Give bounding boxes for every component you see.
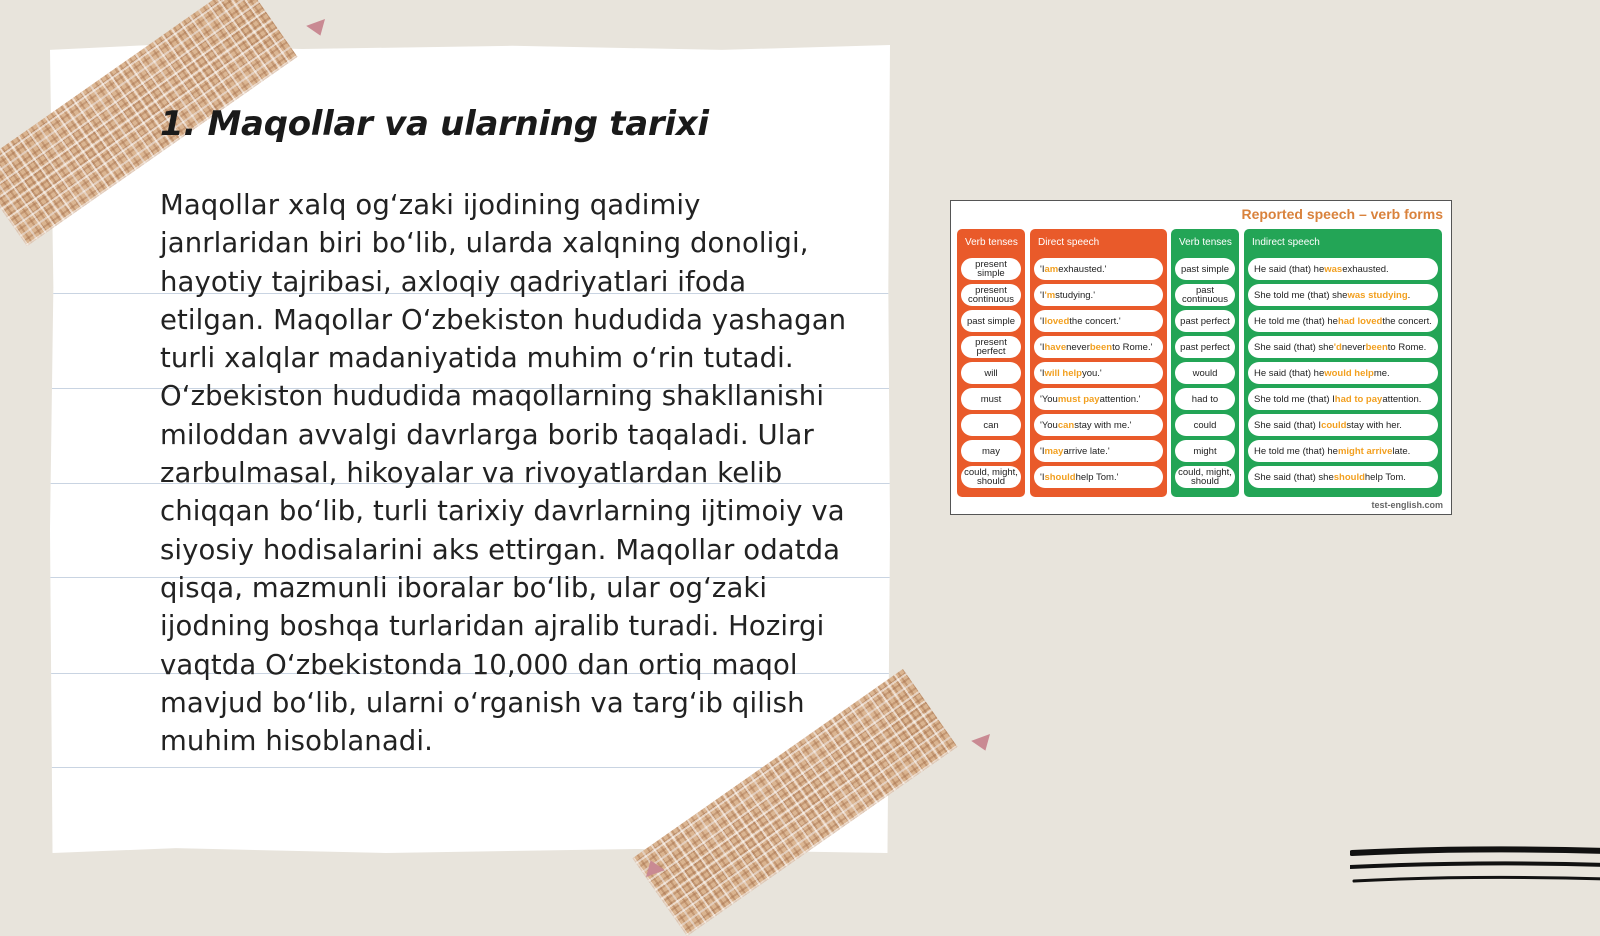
indirect-speech-pill	[1248, 284, 1438, 306]
tense-pill: could, might, should	[1175, 466, 1235, 488]
sentence-part: 'You	[1040, 419, 1058, 431]
sentence-part: He said (that) he	[1254, 263, 1325, 275]
sentence-part: attention.	[1382, 393, 1422, 405]
verb-highlight: can	[1057, 419, 1075, 431]
sentence-part: She said (that) she	[1254, 341, 1334, 353]
image-footer: test-english.com	[1371, 500, 1443, 510]
verb-highlight: should	[1333, 471, 1365, 483]
sentence-part: the concert.'	[1069, 315, 1121, 327]
verb-highlight: was	[1324, 263, 1343, 275]
sentence-part: never	[1341, 341, 1366, 353]
direct-speech-pill	[1034, 310, 1163, 332]
sentence-part: help Tom.	[1364, 471, 1406, 483]
verb-highlight: might arrive	[1337, 445, 1393, 457]
sentence-part: He said (that) he	[1254, 367, 1325, 379]
verb-highlight: loved	[1044, 315, 1070, 327]
direct-speech-pill	[1034, 258, 1163, 280]
sentence-part: 'I	[1040, 341, 1045, 353]
col-header: Verb tenses	[1179, 237, 1232, 248]
tense-pill: might	[1175, 440, 1235, 462]
sentence-part: attention.'	[1099, 393, 1141, 405]
col-verb-tenses-2	[1171, 229, 1239, 497]
sentence-part: 'I	[1040, 471, 1045, 483]
sentence-part: She said (that) she	[1254, 471, 1334, 483]
col-header: Verb tenses	[965, 237, 1018, 248]
indirect-speech-pill	[1248, 388, 1438, 410]
verb-highlight: 'd	[1333, 341, 1342, 353]
tense-pill: present continuous	[961, 284, 1021, 306]
col-header: Direct speech	[1038, 237, 1100, 248]
col-indirect-speech	[1244, 229, 1442, 497]
sentence-part: to Rome.	[1387, 341, 1427, 353]
verb-highlight: been	[1089, 341, 1113, 353]
sentence-part: the concert.	[1382, 315, 1432, 327]
col-direct-speech	[1030, 229, 1167, 497]
verb-highlight: must pay	[1057, 393, 1100, 405]
verb-highlight: been	[1365, 341, 1388, 353]
pushpin-icon	[306, 19, 330, 39]
indirect-speech-pill	[1248, 258, 1438, 280]
verb-highlight: had loved	[1337, 315, 1383, 327]
tense-pill: past simple	[961, 310, 1021, 332]
indirect-speech-pill	[1248, 414, 1438, 436]
tense-pill: could, might, should	[961, 466, 1021, 488]
sentence-part: 'I	[1040, 315, 1045, 327]
sentence-part: stay with me.'	[1074, 419, 1132, 431]
sentence-part: studying.'	[1055, 289, 1096, 301]
tense-pill: will	[961, 362, 1021, 384]
direct-speech-pill	[1034, 362, 1163, 384]
sentence-part: 'You	[1040, 393, 1058, 405]
indirect-speech-pill	[1248, 336, 1438, 358]
direct-speech-pill	[1034, 414, 1163, 436]
sentence-part: He told me (that) he	[1254, 445, 1338, 457]
sentence-part: 'I	[1040, 367, 1045, 379]
sentence-part: you.'	[1081, 367, 1102, 379]
sentence-part: never	[1066, 341, 1090, 353]
sentence-part: late.	[1392, 445, 1411, 457]
verb-highlight: 'm	[1044, 289, 1056, 301]
tense-pill: past simple	[1175, 258, 1235, 280]
sentence-part: .	[1407, 289, 1411, 301]
sentence-part: me.	[1373, 367, 1390, 379]
direct-speech-pill	[1034, 440, 1163, 462]
tense-pill: must	[961, 388, 1021, 410]
image-title: Reported speech – verb forms	[1241, 206, 1443, 222]
sentence-part: She told me (that) I	[1254, 393, 1335, 405]
verb-highlight: had to pay	[1334, 393, 1383, 405]
tense-pill: had to	[1175, 388, 1235, 410]
verb-highlight: should	[1044, 471, 1076, 483]
direct-speech-pill	[1034, 466, 1163, 488]
tense-pill: present simple	[961, 258, 1021, 280]
sentence-part: arrive late.'	[1063, 445, 1110, 457]
sentence-part: 'I	[1040, 263, 1045, 275]
indirect-speech-pill	[1248, 362, 1438, 384]
reported-speech-image	[950, 200, 1452, 515]
direct-speech-pill	[1034, 284, 1163, 306]
verb-highlight: would help	[1324, 367, 1374, 379]
indirect-speech-pill	[1248, 310, 1438, 332]
verb-highlight: have	[1044, 341, 1067, 353]
indirect-speech-pill	[1248, 466, 1438, 488]
scribble-lines-icon	[1350, 845, 1600, 895]
tense-pill: may	[961, 440, 1021, 462]
sentence-part: 'I	[1040, 289, 1045, 301]
tense-pill: past perfect	[1175, 310, 1235, 332]
col-header: Indirect speech	[1252, 237, 1320, 248]
verb-highlight: am	[1044, 263, 1059, 275]
tense-pill: past continuous	[1175, 284, 1235, 306]
direct-speech-pill	[1034, 336, 1163, 358]
sentence-part: 'I	[1040, 445, 1045, 457]
verb-highlight: was studying	[1347, 289, 1408, 301]
tense-pill: would	[1175, 362, 1235, 384]
sentence-part: to Rome.'	[1112, 341, 1153, 353]
slide-title: 1. Maqollar va ularning tarixi	[160, 104, 709, 144]
sentence-part: exhausted.	[1342, 263, 1389, 275]
verb-highlight: may	[1044, 445, 1064, 457]
sentence-part: exhausted.'	[1058, 263, 1107, 275]
pushpin-icon	[971, 734, 995, 754]
sentence-part: He told me (that) he	[1254, 315, 1338, 327]
col-verb-tenses	[957, 229, 1025, 497]
sentence-part: She said (that) I	[1254, 419, 1322, 431]
sentence-part: She told me (that) she	[1254, 289, 1348, 301]
verb-highlight: will help	[1044, 367, 1082, 379]
sentence-part: stay with her.	[1346, 419, 1402, 431]
tense-pill: can	[961, 414, 1021, 436]
tense-pill: could	[1175, 414, 1235, 436]
tense-pill: present perfect	[961, 336, 1021, 358]
verb-highlight: could	[1321, 419, 1347, 431]
direct-speech-pill	[1034, 388, 1163, 410]
tense-pill: past perfect	[1175, 336, 1235, 358]
sentence-part: help Tom.'	[1075, 471, 1119, 483]
slide-body: Maqollar xalq og‘zaki ijodining qadimiy janrlaridan biri bo‘lib, ularda xalqning donoligi, hayotiy tajribasi, axloqiy qadriyatlari ifoda etilgan. Maqollar O‘zbekiston hududida yashagan turli xalqlar madaniyatida muhim o‘rin tutadi. O‘zbekiston hududida maqollarning shakllanishi miloddan avvalgi davrlarga borib taqaladi. Ular zarbulmasal, hikoyalar va rivoyatlardan kelib chiqqan bo‘lib, turli tarixiy davrlarning ijtimoiy va siyosiy hodisalarini aks ettirgan. Maqollar odatda qisqa, mazmunli iboralar bo‘lib, ular og‘zaki ijodning boshqa turlaridan ajralib turadi. Hozirgi vaqtda O‘zbekistonda 10,000 dan ortiq maqol mavjud bo‘lib, ularni o‘rganish va targ‘ib qilish muhim hisoblanadi.	[160, 189, 847, 758]
indirect-speech-pill	[1248, 440, 1438, 462]
